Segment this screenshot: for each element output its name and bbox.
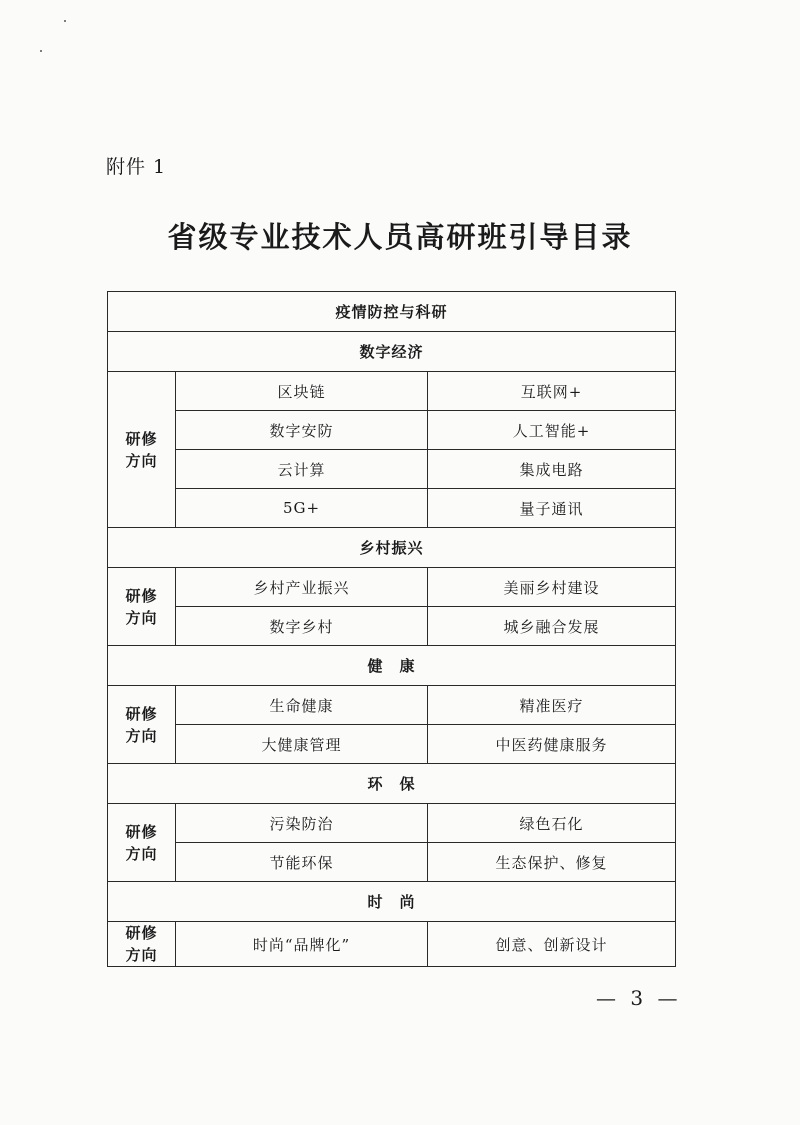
direction-row xyxy=(108,489,676,528)
section-heading-row xyxy=(108,332,676,372)
direction-item: 生命健康 xyxy=(176,686,428,725)
direction-item: 污染防治 xyxy=(176,804,428,843)
direction-item: 数字安防 xyxy=(176,411,428,450)
direction-row xyxy=(108,607,676,646)
scan-speck xyxy=(40,50,42,52)
section-heading: 环 保 xyxy=(108,764,676,804)
direction-row xyxy=(108,804,676,843)
direction-label: 研修 方向 xyxy=(108,372,176,528)
section-heading-row xyxy=(108,646,676,686)
direction-row xyxy=(108,411,676,450)
direction-item: 乡村产业振兴 xyxy=(176,568,428,607)
direction-item: 数字乡村 xyxy=(176,607,428,646)
section-heading-row xyxy=(108,764,676,804)
direction-item: 区块链 xyxy=(176,372,428,411)
direction-label: 研修 方向 xyxy=(108,686,176,764)
direction-row xyxy=(108,568,676,607)
direction-item: 节能环保 xyxy=(176,843,428,882)
section-heading-row xyxy=(108,292,676,332)
direction-item: 生态保护、修复 xyxy=(428,843,676,882)
directory-table xyxy=(107,291,676,967)
direction-row xyxy=(108,922,676,967)
direction-item: 时尚“品牌化” xyxy=(176,922,428,967)
attachment-label: 附件 1 xyxy=(106,156,167,178)
direction-row xyxy=(108,372,676,411)
section-heading: 乡村振兴 xyxy=(108,528,676,568)
direction-row xyxy=(108,843,676,882)
direction-item: 精准医疗 xyxy=(428,686,676,725)
direction-row xyxy=(108,686,676,725)
section-heading-row xyxy=(108,882,676,922)
direction-item: 5G+ xyxy=(176,489,428,528)
direction-item: 集成电路 xyxy=(428,450,676,489)
direction-item: 人工智能+ xyxy=(428,411,676,450)
section-heading: 时 尚 xyxy=(108,882,676,922)
direction-label: 研修 方向 xyxy=(108,804,176,882)
section-heading: 数字经济 xyxy=(108,332,676,372)
direction-label: 研修 方向 xyxy=(108,922,176,967)
direction-row xyxy=(108,725,676,764)
direction-item: 城乡融合发展 xyxy=(428,607,676,646)
scan-speck xyxy=(64,20,66,22)
direction-item: 绿色石化 xyxy=(428,804,676,843)
direction-item: 大健康管理 xyxy=(176,725,428,764)
section-heading: 健 康 xyxy=(108,646,676,686)
direction-item: 互联网+ xyxy=(428,372,676,411)
page-number: — 3 — xyxy=(596,986,682,1010)
section-heading: 疫情防控与科研 xyxy=(108,292,676,332)
direction-item: 云计算 xyxy=(176,450,428,489)
direction-item: 美丽乡村建设 xyxy=(428,568,676,607)
direction-label: 研修 方向 xyxy=(108,568,176,646)
section-heading-row xyxy=(108,528,676,568)
page-title: 省级专业技术人员高研班引导目录 xyxy=(167,220,633,254)
direction-item: 中医药健康服务 xyxy=(428,725,676,764)
direction-row xyxy=(108,450,676,489)
direction-item: 创意、创新设计 xyxy=(428,922,676,967)
direction-item: 量子通讯 xyxy=(428,489,676,528)
